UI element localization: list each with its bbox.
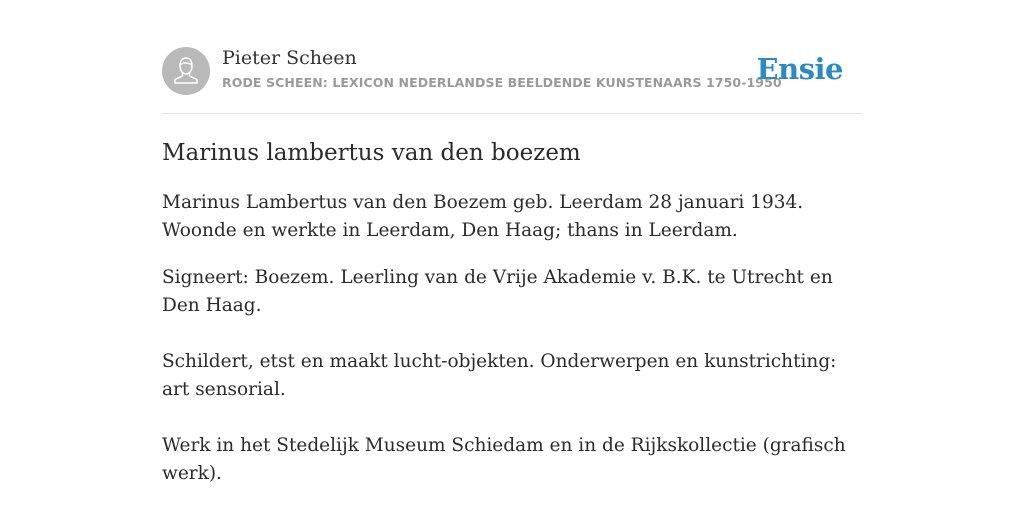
page-title: Marinus lambertus van den boezem [162, 140, 581, 166]
author-name[interactable]: Pieter Scheen [222, 47, 357, 69]
paragraph-collections: Werk in het Stedelijk Museum Schiedam en in de Rijkskollectie (grafisch werk). [162, 435, 846, 484]
paragraph-education: Signeert: Boezem. Leerling van de Vrije Akademie v. B.K. te Utrecht en Den Haag. [162, 267, 833, 316]
paragraph-biography: Marinus Lambertus van den Boezem geb. Leerdam 28 januari 1934. Woonde en werkte in Leerdam, Den Haag; thans in Leerdam. [162, 192, 804, 241]
ensie-logo[interactable]: Ensie [756, 52, 843, 86]
author-avatar[interactable] [162, 47, 210, 95]
author-header [162, 46, 862, 96]
source-title[interactable]: RODE SCHEEN: LEXICON NEDERLANDSE BEELDENDE KUNSTENAARS 1750-1950 [222, 75, 782, 90]
article-body [162, 189, 867, 488]
paragraph-work-style: Schildert, etst en maakt lucht-objekten. Onderwerpen en kunstrichting: art sensorial. [162, 351, 837, 400]
header-divider [162, 113, 862, 114]
user-avatar-icon [162, 47, 210, 95]
